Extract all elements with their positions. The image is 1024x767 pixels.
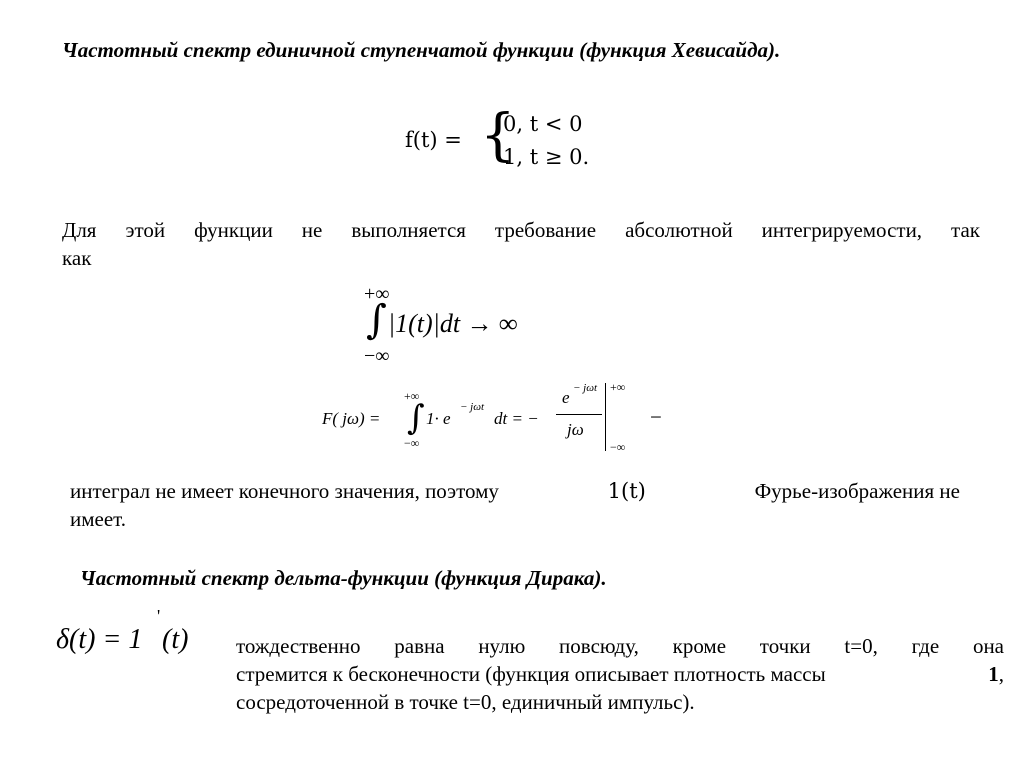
piecewise-case-2: 1, t ≥ 0.: [503, 145, 590, 169]
paragraph-1-line-1: Для этой функции не выполняется требование абсолютной интегрируемости, так: [62, 218, 980, 242]
integral-sign: ∫: [366, 297, 387, 343]
fourier-int-lower: −∞: [404, 436, 420, 450]
paragraph-3-mass-value: 1: [988, 662, 999, 686]
paragraph-2-line-1: [70, 477, 960, 505]
fourier-dt: dt = −: [494, 409, 539, 428]
paragraph-1-line-2: как: [62, 246, 92, 270]
paragraph-2-text-b: Фурье-изображения не: [754, 479, 960, 503]
paragraph-2-math: 1(t): [607, 479, 646, 503]
piecewise-brace: {: [480, 103, 516, 168]
delta-lhs: δ(t) = 1: [56, 624, 143, 655]
fourier-exponent: − jωt: [460, 401, 485, 413]
paragraph-2-text-a: интеграл не имеет конечного значения, поэтому: [70, 479, 499, 503]
fourier-integral-sign: ∫: [407, 398, 425, 438]
paragraph-3-line-3: сосредоточенной в точке t=0, единичный импульс).: [236, 690, 695, 714]
fourier-frac-den: jω: [567, 420, 584, 439]
paragraph-3-line-1: тождественно равна нулю повсюду, кроме точки t=0, где она: [236, 634, 1004, 658]
fourier-int-upper: +∞: [404, 389, 420, 403]
paragraph-3-text-a: стремится к бесконечности (функция описывает плотность массы: [236, 662, 826, 686]
fraction-bar: [556, 414, 602, 415]
paragraph-2-line-2: имеет.: [70, 507, 127, 531]
delta-prime: ': [157, 606, 161, 626]
fourier-eval-upper: +∞: [610, 380, 626, 394]
delta-arg: (t): [162, 624, 189, 655]
fourier-frac-num: e: [562, 388, 570, 407]
integral-abs-upper: +∞: [364, 283, 390, 305]
integral-abs-lower: −∞: [364, 345, 390, 367]
fourier-integrand: 1· e: [426, 409, 451, 428]
fourier-trailing-minus: −: [650, 405, 662, 429]
integral-abs-body: |1(t)|dt → ∞: [388, 309, 518, 338]
evaluation-bar: [605, 383, 606, 451]
piecewise-case-1: 0, t < 0: [503, 112, 583, 136]
paragraph-3-line-2: [236, 660, 1004, 688]
fourier-lhs: F( jω) =: [322, 409, 381, 428]
paragraph-3-comma: ,: [998, 662, 1004, 686]
fourier-eval-lower: −∞: [610, 440, 626, 454]
heading-heaviside: Частотный спектр единичной ступенчатой функции (функция Хевисайда).: [62, 38, 781, 62]
heading-dirac: Частотный спектр дельта-функции (функция Дирака).: [80, 566, 607, 590]
fourier-frac-num-exp: − jωt: [573, 382, 598, 394]
piecewise-lhs: f(t) =: [405, 128, 462, 152]
